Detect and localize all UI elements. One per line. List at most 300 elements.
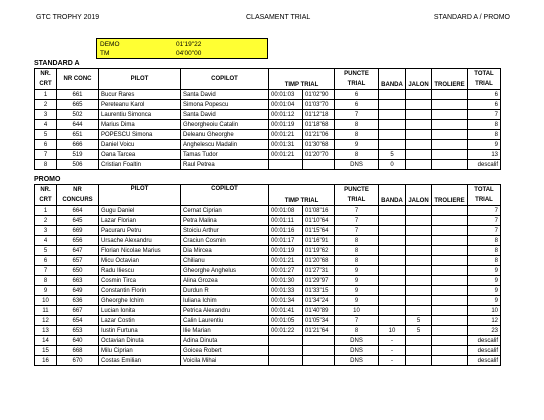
- timp-ms-cell: [303, 356, 335, 366]
- nr-crt-cell: 5: [35, 130, 57, 140]
- timp-ms-cell: 01'19''62: [303, 246, 335, 256]
- timp-cell: 00:01:22: [269, 326, 303, 336]
- nr-crt-cell: 6: [35, 256, 57, 266]
- banda-cell: [379, 216, 406, 226]
- nr-crt-cell: 13: [35, 326, 57, 336]
- nr-conc-cell: 670: [57, 356, 99, 366]
- timp-ms-cell: 01'03''70: [303, 100, 335, 110]
- banda-cell: [379, 110, 406, 120]
- timp-ms-cell: 01'29''97: [303, 276, 335, 286]
- pilot-cell: Pereteanu Karol: [99, 100, 181, 110]
- nr-crt-cell: 1: [35, 90, 57, 100]
- header-left-title: GTC TROPHY 2019: [36, 14, 100, 21]
- pilot-cell: Milu Ciprian: [99, 346, 181, 356]
- total-cell: descalif: [468, 160, 501, 170]
- pilot-cell: Micu Octavian: [99, 256, 181, 266]
- pilot-cell: Lazar Florian: [99, 216, 181, 226]
- nr-crt-cell: 11: [35, 306, 57, 316]
- puncte-cell: DNS: [335, 346, 379, 356]
- copilot-cell: Deleanu Gheorghe: [181, 130, 269, 140]
- troliere-cell: [432, 236, 468, 246]
- puncte-cell: 7: [335, 226, 379, 236]
- puncte-cell: 9: [335, 266, 379, 276]
- table-row: [35, 286, 501, 296]
- timp-cell: 00:01:21: [269, 130, 303, 140]
- puncte-cell: 8: [335, 256, 379, 266]
- jalon-cell: [406, 216, 432, 226]
- table-row: [35, 276, 501, 286]
- banda-cell: [379, 206, 406, 216]
- total-cell: 10: [468, 306, 501, 316]
- copilot-cell: Alina Grozea: [181, 276, 269, 286]
- banda-cell: [379, 286, 406, 296]
- standard-a-title: STANDARD A: [34, 60, 80, 67]
- col-puncte-header-line1: PUNCTE: [344, 187, 369, 193]
- col-pilot-header: PILOT: [99, 69, 181, 90]
- nr-crt-cell: 12: [35, 316, 57, 326]
- copilot-cell: Iuliana Ichim: [181, 296, 269, 306]
- troliere-cell: [432, 266, 468, 276]
- pilot-cell: Iustin Furtuna: [99, 326, 181, 336]
- copilot-cell: Gheorghe Anghelus: [181, 266, 269, 276]
- puncte-cell: 8: [335, 326, 379, 336]
- banda-cell: [379, 246, 406, 256]
- table-row: [35, 120, 501, 130]
- pilot-cell: Gugu Daniel: [99, 206, 181, 216]
- table-row: [35, 160, 501, 170]
- puncte-cell: 8: [335, 236, 379, 246]
- jalon-cell: [406, 286, 432, 296]
- troliere-cell: [432, 296, 468, 306]
- total-cell: 13: [468, 150, 501, 160]
- demo-label: DEMO: [100, 41, 120, 48]
- nr-crt-cell: 6: [35, 140, 57, 150]
- total-cell: 9: [468, 286, 501, 296]
- pilot-cell: Marius Dima: [99, 120, 181, 130]
- troliere-cell: [432, 100, 468, 110]
- col-puncte-header-line1: PUNCTE: [344, 71, 369, 77]
- col-copilot-header: COPILOT: [181, 69, 269, 90]
- col-nr-crt-header-line1: NR.: [40, 71, 51, 77]
- copilot-cell: Ilie Marian: [181, 326, 269, 336]
- pilot-cell: Cristian Foaltin: [99, 160, 181, 170]
- col-nr-crt-header: [35, 69, 57, 90]
- jalon-cell: [406, 130, 432, 140]
- timp-cell: 00:01:21: [269, 256, 303, 266]
- copilot-cell: Craciun Cosmin: [181, 236, 269, 246]
- puncte-cell: 8: [335, 246, 379, 256]
- banda-cell: [379, 120, 406, 130]
- total-cell: 6: [468, 100, 501, 110]
- troliere-cell: [432, 150, 468, 160]
- col-nr-crt-header: [35, 185, 57, 206]
- pilot-cell: Oana Tarcea: [99, 150, 181, 160]
- timp-cell: 00:01:27: [269, 266, 303, 276]
- troliere-cell: [432, 256, 468, 266]
- col-puncte-trial-header: [335, 185, 379, 206]
- col-copilot-header: COPILOT: [181, 185, 269, 206]
- nr-conc-cell: 667: [57, 306, 99, 316]
- banda-cell: 0: [379, 160, 406, 170]
- copilot-cell: Petrica Alexandru: [181, 306, 269, 316]
- puncte-cell: 8: [335, 120, 379, 130]
- nr-conc-cell: 644: [57, 120, 99, 130]
- timp-ms-cell: 01'12''18: [303, 110, 335, 120]
- jalon-cell: 5: [406, 316, 432, 326]
- total-cell: 7: [468, 226, 501, 236]
- banda-cell: 5: [379, 150, 406, 160]
- jalon-cell: [406, 90, 432, 100]
- banda-cell: -: [379, 336, 406, 346]
- table-row: [35, 150, 501, 160]
- total-cell: 8: [468, 246, 501, 256]
- timp-cell: 00:01:31: [269, 140, 303, 150]
- timp-cell: [269, 346, 303, 356]
- copilot-cell: Raul Petrea: [181, 160, 269, 170]
- puncte-cell: 9: [335, 140, 379, 150]
- table-row: [35, 356, 501, 366]
- col-total-header-line1: TOTAL: [474, 187, 494, 193]
- puncte-cell: DNS: [335, 356, 379, 366]
- table-row: [35, 266, 501, 276]
- timp-ms-cell: 01'30''68: [303, 140, 335, 150]
- promo-title: PROMO: [34, 176, 61, 183]
- col-nr-concurs-header: [57, 185, 99, 206]
- troliere-cell: [432, 356, 468, 366]
- nr-conc-cell: 665: [57, 100, 99, 110]
- nr-conc-cell: 650: [57, 266, 99, 276]
- troliere-cell: [432, 206, 468, 216]
- copilot-cell: Voicila Mihai: [181, 356, 269, 366]
- jalon-cell: 5: [406, 326, 432, 336]
- timp-ms-cell: 01'27''31: [303, 266, 335, 276]
- total-cell: 9: [468, 140, 501, 150]
- col-total-trial-header: [468, 69, 501, 90]
- banda-cell: [379, 296, 406, 306]
- pilot-cell: Octavian Dinuta: [99, 336, 181, 346]
- nr-conc-cell: 661: [57, 90, 99, 100]
- copilot-cell: Durdun R: [181, 286, 269, 296]
- tm-label: TM: [100, 50, 110, 57]
- table-row: [35, 206, 501, 216]
- nr-conc-cell: 506: [57, 160, 99, 170]
- nr-conc-cell: 519: [57, 150, 99, 160]
- nr-crt-cell: 7: [35, 266, 57, 276]
- total-cell: 8: [468, 120, 501, 130]
- jalon-cell: [406, 100, 432, 110]
- timp-ms-cell: 01'21''64: [303, 326, 335, 336]
- total-cell: 8: [468, 130, 501, 140]
- col-nr-concurs-header-line2: CONCURS: [62, 197, 93, 203]
- jalon-cell: [406, 110, 432, 120]
- header-right-title: STANDARD A / PROMO: [433, 14, 510, 21]
- promo-header-row: [35, 185, 501, 206]
- nr-conc-cell: 645: [57, 216, 99, 226]
- nr-conc-cell: 651: [57, 130, 99, 140]
- puncte-cell: DNS: [335, 160, 379, 170]
- nr-crt-cell: 4: [35, 236, 57, 246]
- nr-crt-cell: 8: [35, 276, 57, 286]
- table-row: [35, 336, 501, 346]
- nr-conc-cell: 657: [57, 256, 99, 266]
- nr-crt-cell: 2: [35, 216, 57, 226]
- standard-a-header-row: [35, 69, 501, 90]
- timp-cell: [269, 336, 303, 346]
- jalon-cell: [406, 346, 432, 356]
- copilot-cell: Chilianu: [181, 256, 269, 266]
- troliere-cell: [432, 246, 468, 256]
- jalon-cell: [406, 246, 432, 256]
- col-total-header-line2: TRIAL: [475, 197, 493, 203]
- table-row: [35, 296, 501, 306]
- puncte-cell: 7: [335, 316, 379, 326]
- pilot-cell: Lazar Costin: [99, 316, 181, 326]
- jalon-cell: [406, 140, 432, 150]
- timp-cell: [269, 356, 303, 366]
- troliere-cell: [432, 336, 468, 346]
- copilot-cell: Tamas Tudor: [181, 150, 269, 160]
- header-center-title: CLASAMENT TRIAL: [246, 14, 311, 21]
- troliere-cell: [432, 276, 468, 286]
- table-row: [35, 100, 501, 110]
- demo-reference-box: [96, 38, 268, 59]
- jalon-cell: [406, 226, 432, 236]
- total-cell: 9: [468, 276, 501, 286]
- total-cell: 23: [468, 326, 501, 336]
- col-total-header-line1: TOTAL: [474, 71, 494, 77]
- copilot-cell: Adina Dinuta: [181, 336, 269, 346]
- nr-crt-cell: 1: [35, 206, 57, 216]
- pilot-cell: Pacuraru Petru: [99, 226, 181, 236]
- jalon-cell: [406, 120, 432, 130]
- puncte-cell: 6: [335, 90, 379, 100]
- banda-cell: [379, 130, 406, 140]
- nr-crt-cell: 3: [35, 226, 57, 236]
- total-cell: descalif: [468, 356, 501, 366]
- nr-conc-cell: 649: [57, 286, 99, 296]
- banda-cell: [379, 90, 406, 100]
- timp-ms-cell: [303, 346, 335, 356]
- total-cell: 8: [468, 236, 501, 246]
- troliere-cell: [432, 346, 468, 356]
- puncte-cell: 7: [335, 206, 379, 216]
- nr-crt-cell: 10: [35, 296, 57, 306]
- nr-conc-cell: 666: [57, 140, 99, 150]
- total-cell: 7: [468, 206, 501, 216]
- timp-ms-cell: [303, 160, 335, 170]
- timp-cell: 00:01:19: [269, 120, 303, 130]
- timp-ms-cell: 01'02''90: [303, 90, 335, 100]
- troliere-cell: [432, 110, 468, 120]
- nr-crt-cell: 3: [35, 110, 57, 120]
- col-jalon-header: JALON: [406, 185, 432, 206]
- copilot-cell: Goicea Robert: [181, 346, 269, 356]
- table-row: [35, 130, 501, 140]
- nr-conc-cell: 636: [57, 296, 99, 306]
- timp-cell: 00:01:08: [269, 206, 303, 216]
- total-cell: 7: [468, 110, 501, 120]
- copilot-cell: Stoiciu Arthur: [181, 226, 269, 236]
- puncte-cell: DNS: [335, 336, 379, 346]
- nr-conc-cell: 653: [57, 326, 99, 336]
- timp-cell: 00:01:16: [269, 226, 303, 236]
- demo-row: [100, 40, 201, 49]
- timp-cell: 00:01:17: [269, 236, 303, 246]
- jalon-cell: [406, 306, 432, 316]
- banda-cell: [379, 256, 406, 266]
- copilot-cell: Simona Popescu: [181, 100, 269, 110]
- nr-conc-cell: 663: [57, 276, 99, 286]
- col-nr-crt-header-line2: CRT: [39, 197, 52, 203]
- timp-ms-cell: 01'08''16: [303, 206, 335, 216]
- troliere-cell: [432, 90, 468, 100]
- timp-ms-cell: 01'20''68: [303, 256, 335, 266]
- table-row: [35, 326, 501, 336]
- col-nr-crt-header-line2: CRT: [39, 81, 52, 87]
- troliere-cell: [432, 326, 468, 336]
- banda-cell: [379, 316, 406, 326]
- table-row: [35, 216, 501, 226]
- troliere-cell: [432, 286, 468, 296]
- banda-cell: [379, 306, 406, 316]
- table-row: [35, 226, 501, 236]
- nr-conc-cell: 640: [57, 336, 99, 346]
- timp-ms-cell: 01'33''15: [303, 286, 335, 296]
- total-cell: descalif: [468, 336, 501, 346]
- timp-ms-cell: [303, 336, 335, 346]
- banda-cell: [379, 140, 406, 150]
- troliere-cell: [432, 306, 468, 316]
- puncte-cell: 10: [335, 306, 379, 316]
- col-banda-header: BANDA: [379, 69, 406, 90]
- nr-conc-cell: 654: [57, 316, 99, 326]
- banda-cell: 10: [379, 326, 406, 336]
- col-troliere-header: TROLIERE: [432, 185, 468, 206]
- timp-ms-cell: 01'15''64: [303, 226, 335, 236]
- col-jalon-header: JALON: [406, 69, 432, 90]
- pilot-cell: Lucian Ionita: [99, 306, 181, 316]
- col-nr-concurs-header-line1: NR: [73, 187, 82, 193]
- nr-conc-cell: 668: [57, 346, 99, 356]
- total-cell: 9: [468, 296, 501, 306]
- banda-cell: [379, 100, 406, 110]
- jalon-cell: [406, 296, 432, 306]
- table-row: [35, 236, 501, 246]
- table-row: [35, 140, 501, 150]
- banda-cell: [379, 266, 406, 276]
- pilot-cell: Costas Emilian: [99, 356, 181, 366]
- timp-ms-cell: 01'20''70: [303, 150, 335, 160]
- pilot-cell: Laurentiu Simonca: [99, 110, 181, 120]
- copilot-cell: Anghelescu Madalin: [181, 140, 269, 150]
- pilot-cell: Radu Iliescu: [99, 266, 181, 276]
- col-total-trial-header: [468, 185, 501, 206]
- timp-ms-cell: 01'16''91: [303, 236, 335, 246]
- col-timp-trial-header: TIMP TRIAL: [269, 69, 335, 90]
- nr-crt-cell: 5: [35, 246, 57, 256]
- jalon-cell: [406, 276, 432, 286]
- troliere-cell: [432, 316, 468, 326]
- tm-value: 04'00''00: [176, 50, 202, 57]
- timp-cell: 00:01:11: [269, 216, 303, 226]
- demo-value: 01'19''22: [176, 41, 202, 48]
- jalon-cell: [406, 256, 432, 266]
- timp-cell: 00:01:21: [269, 150, 303, 160]
- total-cell: 9: [468, 266, 501, 276]
- nr-crt-cell: 16: [35, 356, 57, 366]
- puncte-cell: 9: [335, 276, 379, 286]
- puncte-cell: 7: [335, 216, 379, 226]
- nr-crt-cell: 2: [35, 100, 57, 110]
- promo-table: [34, 184, 501, 366]
- puncte-cell: 9: [335, 286, 379, 296]
- banda-cell: [379, 276, 406, 286]
- timp-cell: 00:01:03: [269, 90, 303, 100]
- table-row: [35, 256, 501, 266]
- timp-ms-cell: 01'18''68: [303, 120, 335, 130]
- troliere-cell: [432, 120, 468, 130]
- copilot-cell: Santa David: [181, 90, 269, 100]
- col-banda-header: BANDA: [379, 185, 406, 206]
- col-total-header-line2: TRIAL: [475, 81, 493, 87]
- nr-crt-cell: 15: [35, 346, 57, 356]
- timp-cell: 00:01:30: [269, 276, 303, 286]
- copilot-cell: Santa David: [181, 110, 269, 120]
- troliere-cell: [432, 216, 468, 226]
- col-pilot-header: PILOT: [99, 185, 181, 206]
- jalon-cell: [406, 206, 432, 216]
- col-puncte-header-line2: TRIAL: [347, 197, 366, 203]
- table-row: [35, 110, 501, 120]
- troliere-cell: [432, 140, 468, 150]
- troliere-cell: [432, 160, 468, 170]
- puncte-cell: 9: [335, 296, 379, 306]
- nr-crt-cell: 14: [35, 336, 57, 346]
- copilot-cell: Petra Malina: [181, 216, 269, 226]
- total-cell: 6: [468, 90, 501, 100]
- timp-ms-cell: 01'10''64: [303, 216, 335, 226]
- jalon-cell: [406, 266, 432, 276]
- nr-conc-cell: 669: [57, 226, 99, 236]
- jalon-cell: [406, 356, 432, 366]
- copilot-cell: Calin Laurentiu: [181, 316, 269, 326]
- pilot-cell: Ursache Alexandru: [99, 236, 181, 246]
- copilot-cell: Gheorgheoiu Catalin: [181, 120, 269, 130]
- table-row: [35, 246, 501, 256]
- pilot-cell: POPESCU Simona: [99, 130, 181, 140]
- troliere-cell: [432, 226, 468, 236]
- standard-a-table: [34, 68, 501, 170]
- timp-cell: 00:01:04: [269, 100, 303, 110]
- nr-crt-cell: 4: [35, 120, 57, 130]
- col-timp-trial-header: TIMP TRIAL: [269, 185, 335, 206]
- banda-cell: -: [379, 356, 406, 366]
- pilot-cell: Bucur Rares: [99, 90, 181, 100]
- puncte-cell: 8: [335, 150, 379, 160]
- puncte-cell: 7: [335, 110, 379, 120]
- nr-conc-cell: 664: [57, 206, 99, 216]
- nr-crt-cell: 7: [35, 150, 57, 160]
- total-cell: 8: [468, 256, 501, 266]
- col-nr-crt-header-line1: NR.: [40, 187, 51, 193]
- timp-ms-cell: 01'21''06: [303, 130, 335, 140]
- col-nr-conc-header: NR CONC: [57, 69, 99, 90]
- total-cell: 12: [468, 316, 501, 326]
- timp-ms-cell: 01'40''89: [303, 306, 335, 316]
- nr-crt-cell: 9: [35, 286, 57, 296]
- table-row: [35, 346, 501, 356]
- table-row: [35, 306, 501, 316]
